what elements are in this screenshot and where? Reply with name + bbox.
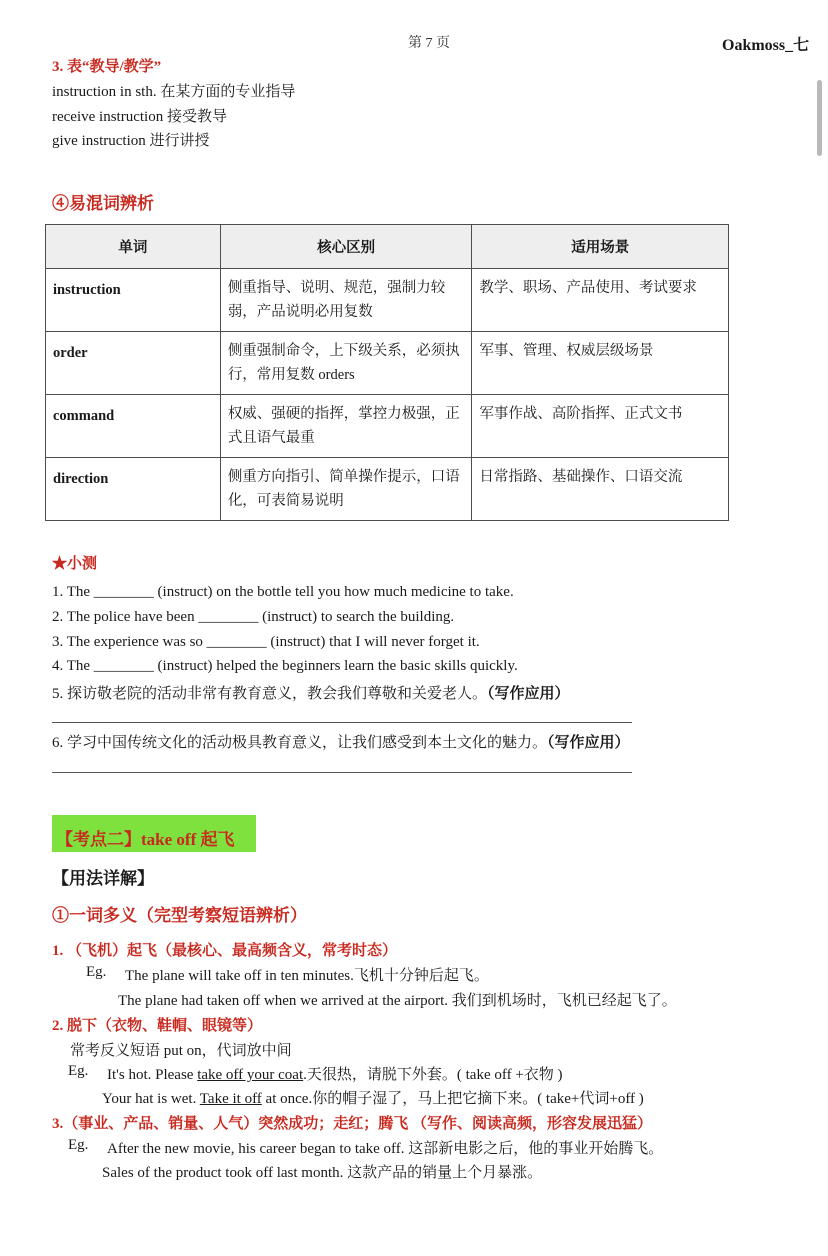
meaning-2-example-1 xyxy=(107,1063,563,1084)
polysemy-heading: ①一词多义（完型考察短语辨析） xyxy=(52,906,307,925)
quiz-title: ★小测 xyxy=(52,556,98,572)
table-header-row xyxy=(46,225,729,269)
scene-cell: 军事作战、高阶指挥、正式文书 xyxy=(472,395,729,458)
meaning-2-eg-label: Eg. xyxy=(68,1063,89,1079)
underlined-phrase: Take it off xyxy=(199,1091,262,1107)
scene-cell: 军事、管理、权威层级场景 xyxy=(472,332,729,395)
usage-heading: 【用法详解】 xyxy=(52,869,154,888)
meaning-1-example-1: The plane will take off in ten minutes.飞机十分钟后起飞。 xyxy=(125,968,489,984)
scene-cell: 教学、职场、产品使用、考试要求 xyxy=(472,269,729,332)
diff-cell: 侧重指导、说明、规范，强制力较弱，产品说明必用复数 xyxy=(220,269,472,332)
answer-line-2 xyxy=(52,772,632,773)
point2-title: 【考点二】take off 起飞 xyxy=(56,830,235,849)
scrollbar[interactable] xyxy=(817,80,822,156)
meaning-2-example-2 xyxy=(102,1087,644,1108)
meaning-2-title: 2. 脱下（衣物、鞋帽、眼镜等） xyxy=(52,1018,263,1034)
meaning-1-eg-label: Eg. xyxy=(86,964,107,980)
sec3-line-1: instruction in sth. 在某方面的专业指导 xyxy=(52,84,296,100)
meaning-3-eg-label: Eg. xyxy=(68,1137,89,1153)
confuse-title: ④易混词辨析 xyxy=(52,194,154,213)
word-cell: direction xyxy=(46,458,221,521)
quiz-item-6-text: 6. 学习中国传统文化的活动极具教育意义，让我们感受到本土文化的魅力。 xyxy=(52,735,548,751)
table-row xyxy=(46,458,729,521)
diff-cell: 权威、强硬的指挥，掌控力极强，正式且语气最重 xyxy=(220,395,472,458)
page-number: 第 7 页 xyxy=(408,36,450,51)
quiz-item-6 xyxy=(52,731,630,752)
meaning-1-title: 1. （飞机）起飞（最核心、最高频含义，常考时态） xyxy=(52,943,398,959)
meaning-1-example-2: The plane had taken off when we arrived at the airport. 我们到机场时，飞机已经起飞了。 xyxy=(118,993,677,1009)
writing-tag: （写作应用） xyxy=(487,686,570,702)
writing-tag: （写作应用） xyxy=(547,735,630,751)
word-cell: instruction xyxy=(46,269,221,332)
quiz-item-3: 3. The experience was so ________ (instruct) that I will never forget it. xyxy=(52,634,480,650)
example-text: It's hot. Please xyxy=(107,1067,198,1083)
word-cell: command xyxy=(46,395,221,458)
answer-line-1 xyxy=(52,722,632,723)
underlined-phrase: take off your coat xyxy=(197,1067,304,1083)
meaning-3-example-1: After the new movie, his career began to take off. 这部新电影之后，他的事业开始腾飞。 xyxy=(107,1141,664,1157)
meaning-3-title: 3.（事业、产品、销量、人气）突然成功；走红；腾飞 （写作、阅读高频，形容发展迅猛） xyxy=(52,1116,653,1132)
scene-cell: 日常指路、基础操作、口语交流 xyxy=(472,458,729,521)
quiz-item-1: 1. The ________ (instruct) on the bottle tell you how much medicine to take. xyxy=(52,584,514,600)
table-row xyxy=(46,395,729,458)
example-text: Your hat is wet. xyxy=(102,1091,200,1107)
table-row xyxy=(46,269,729,332)
sec3-line-3: give instruction 进行讲授 xyxy=(52,133,210,149)
header-cell: 单词 xyxy=(46,225,221,269)
example-text: .天很热，请脱下外套。( take off +衣物 ) xyxy=(303,1067,563,1083)
meaning-3-example-2: Sales of the product took off last month. 这款产品的销量上个月暴涨。 xyxy=(102,1165,543,1181)
section-3-title: 3. 表“教导/教学” xyxy=(52,59,162,75)
header-cell: 适用场景 xyxy=(472,225,729,269)
author-name: Oakmoss_七 xyxy=(722,37,810,54)
sec3-line-2: receive instruction 接受教导 xyxy=(52,109,227,125)
table-row xyxy=(46,332,729,395)
quiz-item-5-text: 5. 探访敬老院的活动非常有教育意义，教会我们尊敬和关爱老人。 xyxy=(52,686,488,702)
diff-cell: 侧重方向指引、简单操作提示，口语化，可表简易说明 xyxy=(220,458,472,521)
quiz-item-5 xyxy=(52,682,570,703)
word-cell: order xyxy=(46,332,221,395)
quiz-item-4: 4. The ________ (instruct) helped the beginners learn the basic skills quickly. xyxy=(52,658,518,674)
meaning-2-note: 常考反义短语 put on，代词放中间 xyxy=(70,1043,292,1059)
example-text: at once.你的帽子湿了，马上把它摘下来。( take+代词+off ) xyxy=(261,1091,644,1107)
header-cell: 核心区别 xyxy=(220,225,472,269)
quiz-item-2: 2. The police have been ________ (instruct) to search the building. xyxy=(52,609,455,625)
diff-cell: 侧重强制命令，上下级关系，必须执行，常用复数 orders xyxy=(220,332,472,395)
comparison-table xyxy=(45,224,729,521)
